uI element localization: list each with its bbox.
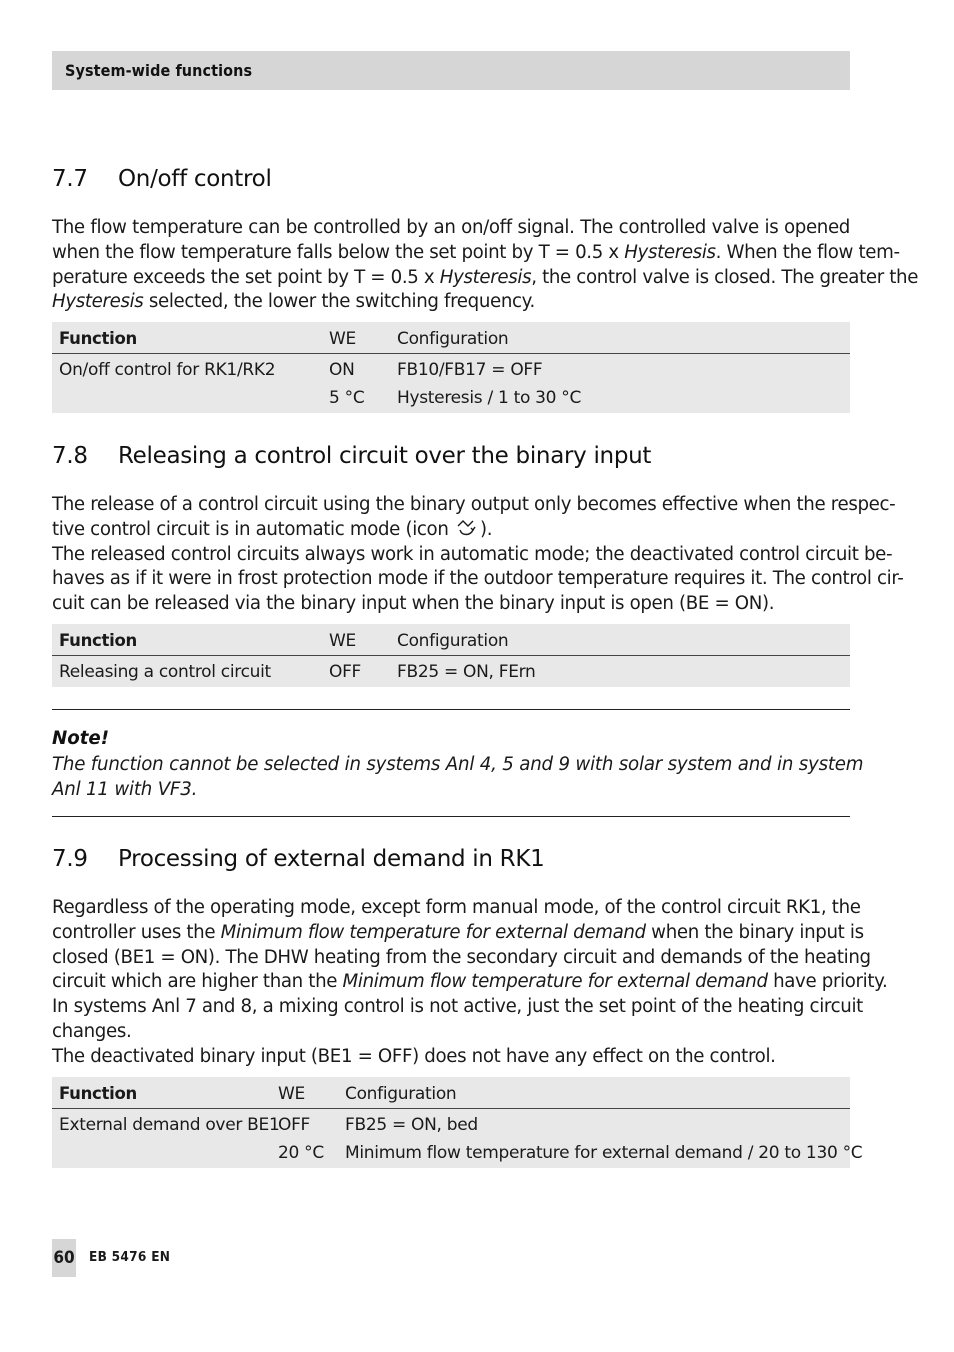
cell-configuration: Hysteresis / 1 to 30 °C bbox=[397, 388, 582, 408]
section-heading-7-7 bbox=[52, 166, 272, 192]
line-text: changes. bbox=[52, 1020, 132, 1042]
header-function: Function bbox=[59, 1084, 137, 1103]
line-text: selected, the lower the switching frequency. bbox=[143, 291, 535, 313]
line-text: ). bbox=[479, 518, 493, 540]
header-we: WE bbox=[329, 631, 356, 651]
table-header-row bbox=[52, 624, 850, 656]
section-number: 7.9 bbox=[52, 846, 88, 872]
section-number: 7.7 bbox=[52, 166, 88, 192]
running-header-title: System-wide functions bbox=[65, 61, 253, 80]
section-title: On/off control bbox=[118, 166, 272, 192]
section-7-8-paragraph bbox=[52, 493, 904, 617]
line-text: . When the flow tem- bbox=[715, 241, 900, 263]
cell-we: OFF bbox=[278, 1115, 311, 1135]
table-releasing-control-circuit bbox=[52, 624, 850, 687]
line-text: The flow temperature can be controlled by an on/off signal. The controlled valve is opened bbox=[52, 217, 850, 238]
paragraph-line bbox=[52, 1020, 850, 1045]
header-configuration: Configuration bbox=[345, 1084, 457, 1104]
table-header-row bbox=[52, 322, 850, 354]
section-title: Processing of external demand in RK1 bbox=[118, 846, 545, 872]
section-7-7-paragraph bbox=[52, 216, 919, 315]
paragraph-line bbox=[52, 921, 864, 946]
cell-configuration: Minimum flow temperature for external demand / 20 to 130 °C bbox=[345, 1143, 863, 1163]
line-text: perature exceeds the set point by T = 0.5 x bbox=[52, 266, 440, 288]
line-text: , the control valve is closed. The greater the bbox=[531, 266, 919, 288]
paragraph-line: haves as if it were in frost protection mode if the outdoor temperature requires it. The control cir- bbox=[52, 568, 904, 590]
paragraph-line bbox=[52, 970, 888, 995]
cell-configuration: FB10/FB17 = OFF bbox=[397, 360, 543, 380]
section-heading-7-8 bbox=[52, 443, 651, 469]
paragraph-line bbox=[52, 518, 850, 543]
cell-function: On/off control for RK1/RK2 bbox=[59, 360, 276, 380]
line-text: closed (BE1 = ON). The DHW heating from the secondary circuit and demands of the heating bbox=[52, 946, 871, 968]
emphasis-text: Minimum flow temperature for external demand bbox=[220, 921, 646, 943]
document-code: EB 5476 EN bbox=[89, 1249, 171, 1265]
section-7-9-paragraph bbox=[52, 896, 888, 1070]
table-on-off-control bbox=[52, 322, 850, 413]
line-text: In systems Anl 7 and 8, a mixing control is not active, just the set point of the heating circuit bbox=[52, 996, 863, 1018]
note-line: Anl 11 with VF3. bbox=[52, 779, 198, 800]
paragraph-line bbox=[52, 266, 919, 291]
cell-we: 20 °C bbox=[278, 1143, 324, 1163]
line-text: controller uses the bbox=[52, 921, 221, 943]
section-number: 7.8 bbox=[52, 443, 88, 469]
header-configuration: Configuration bbox=[397, 631, 509, 651]
paragraph-line bbox=[52, 946, 871, 971]
automatic-mode-icon bbox=[454, 518, 480, 538]
emphasis-text: Minimum flow temperature for external demand bbox=[342, 971, 768, 993]
header-function: Function bbox=[59, 329, 137, 348]
line-text: when the flow temperature falls below the set point by T = 0.5 x bbox=[52, 241, 625, 263]
header-function: Function bbox=[59, 631, 137, 650]
line-text: tive control circuit is in automatic mode (icon bbox=[52, 518, 454, 540]
page-number: 60 bbox=[52, 1239, 76, 1277]
line-text: have priority. bbox=[767, 971, 888, 993]
cell-we: ON bbox=[329, 360, 355, 380]
table-external-demand bbox=[52, 1077, 863, 1168]
table-header-row bbox=[52, 1077, 850, 1109]
cell-configuration: FB25 = ON, FErn bbox=[397, 662, 536, 682]
section-heading-7-9 bbox=[52, 846, 544, 872]
section-title: Releasing a control circuit over the binary input bbox=[118, 443, 652, 469]
header-configuration: Configuration bbox=[397, 329, 509, 349]
note-line: The function cannot be selected in systems Anl 4, 5 and 9 with solar system and in system bbox=[52, 754, 864, 775]
cell-function: Releasing a control circuit bbox=[59, 662, 271, 682]
emphasis-text: Hysteresis bbox=[52, 291, 144, 313]
line-text: circuit which are higher than the bbox=[52, 971, 343, 993]
header-we: WE bbox=[278, 1084, 305, 1104]
note-title: Note! bbox=[52, 728, 110, 749]
header-we: WE bbox=[329, 329, 356, 349]
note-bottom-rule bbox=[52, 816, 850, 817]
cell-we: OFF bbox=[329, 662, 362, 682]
paragraph-line: cuit can be released via the binary input when the binary input is open (BE = ON). bbox=[52, 593, 775, 615]
line-text: Regardless of the operating mode, except form manual mode, of the control circuit RK1, the bbox=[52, 897, 861, 918]
paragraph-line bbox=[52, 216, 850, 241]
paragraph-line bbox=[52, 995, 863, 1020]
paragraph-line: The released control circuits always work in automatic mode; the deactivated control circuit be- bbox=[52, 543, 893, 565]
cell-we: 5 °C bbox=[329, 388, 365, 408]
paragraph-line bbox=[52, 290, 850, 315]
line-text: when the binary input is bbox=[645, 921, 864, 943]
emphasis-text: Hysteresis bbox=[624, 241, 716, 263]
paragraph-line bbox=[52, 896, 861, 921]
note-top-rule bbox=[52, 709, 850, 710]
cell-configuration: FB25 = ON, bed bbox=[345, 1115, 478, 1135]
cell-function: External demand over BE1 bbox=[59, 1115, 280, 1135]
note-body bbox=[52, 752, 864, 802]
paragraph-line bbox=[52, 241, 900, 266]
emphasis-text: Hysteresis bbox=[439, 266, 532, 288]
running-header bbox=[52, 51, 850, 90]
paragraph-line: The release of a control circuit using the binary output only becomes effective when the respec- bbox=[52, 494, 896, 515]
line-text: The deactivated binary input (BE1 = OFF) does not have any effect on the control. bbox=[52, 1045, 776, 1067]
paragraph-line bbox=[52, 1045, 850, 1070]
